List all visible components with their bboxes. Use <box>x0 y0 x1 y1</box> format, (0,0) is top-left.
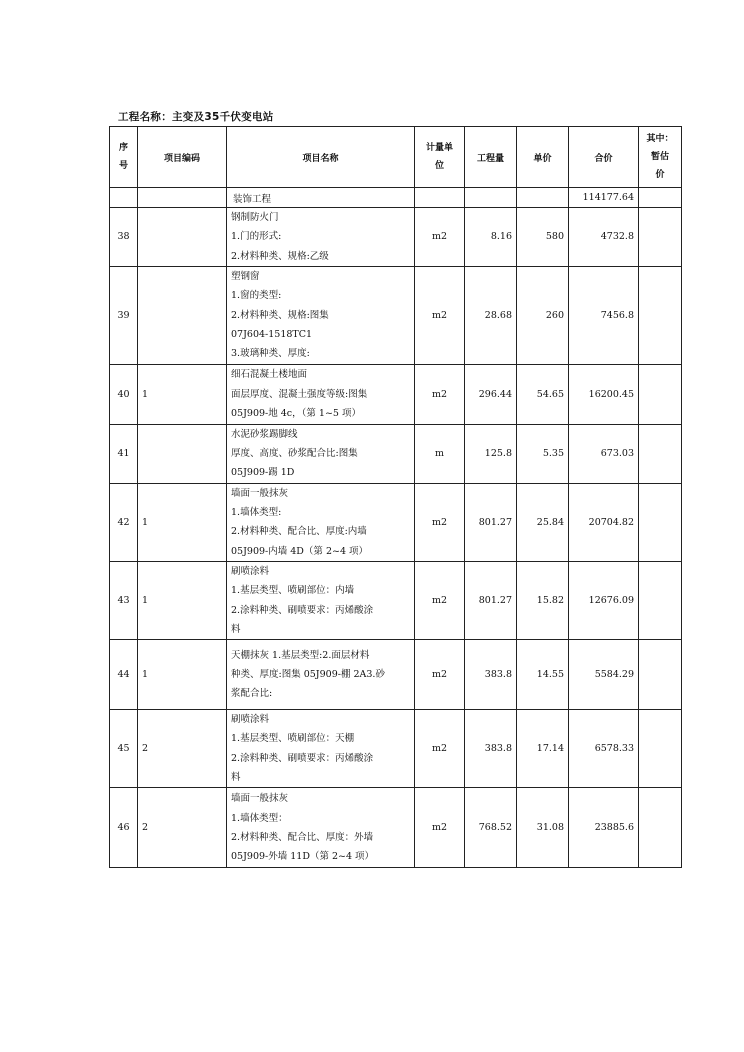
item-name-line: 05J909-地 4c，（第 1~5 项） <box>231 408 361 420</box>
table-row <box>110 710 682 788</box>
item-name-cell <box>227 561 415 639</box>
header-provisional-estimate: 其中： 暂估 价 <box>639 127 682 188</box>
group-unit-cell <box>415 188 465 208</box>
seq-cell: 43 <box>110 561 138 639</box>
unit-cell: m2 <box>415 266 465 364</box>
quantity-cell: 8.16 <box>465 208 517 267</box>
unit-price-cell: 15.82 <box>517 561 569 639</box>
item-name-line: 墙面一般抹灰 <box>231 487 289 499</box>
group-total-cell: 114177.64 <box>569 188 639 208</box>
table-header-row <box>110 127 682 188</box>
bill-of-quantities-table <box>109 126 682 868</box>
unit-price-cell: 14.55 <box>517 640 569 710</box>
estimate-cell <box>639 208 682 267</box>
project-title: 工程名称：主变及35千伏变电站 <box>118 111 274 123</box>
item-name-line: 05J909-内墙 4D（第 2~4 项） <box>231 545 369 557</box>
total-price-cell: 16200.45 <box>569 364 639 424</box>
quantity-cell: 801.27 <box>465 483 517 561</box>
unit-cell: m2 <box>415 788 465 868</box>
unit-cell: m2 <box>415 483 465 561</box>
group-seq-cell <box>110 188 138 208</box>
unit-cell: m2 <box>415 208 465 267</box>
code-cell <box>138 266 227 364</box>
estimate-cell <box>639 561 682 639</box>
item-name-line: 1.基层类型、喷刷部位：内墙 <box>231 585 355 597</box>
seq-cell: 46 <box>110 788 138 868</box>
group-code-cell <box>138 188 227 208</box>
group-price-cell <box>517 188 569 208</box>
estimate-cell <box>639 266 682 364</box>
seq-cell: 41 <box>110 424 138 483</box>
total-price-cell: 12676.09 <box>569 561 639 639</box>
total-price-cell: 6578.33 <box>569 710 639 788</box>
header-total-price: 合价 <box>569 127 639 188</box>
item-name-cell <box>227 424 415 483</box>
item-name-line: 07J604-1518TC1 <box>231 329 313 341</box>
unit-cell: m2 <box>415 364 465 424</box>
item-name-line: 1.门的形式: <box>231 231 282 243</box>
code-cell: 1 <box>138 640 227 710</box>
item-name-line: 水泥砂浆踢脚线 <box>231 428 298 440</box>
header-name: 项目名称 <box>227 127 415 188</box>
item-name-line: 细石混凝土楼地面 <box>231 369 308 381</box>
item-name-cell <box>227 710 415 788</box>
header-unit-price: 单价 <box>517 127 569 188</box>
code-cell: 1 <box>138 483 227 561</box>
quantity-cell: 296.44 <box>465 364 517 424</box>
item-name-line: 刷喷涂料 <box>231 714 270 726</box>
table-row <box>110 364 682 424</box>
unit-price-cell: 31.08 <box>517 788 569 868</box>
unit-cell: m2 <box>415 561 465 639</box>
table-row <box>110 208 682 267</box>
quantity-cell: 28.68 <box>465 266 517 364</box>
item-name-cell <box>227 788 415 868</box>
seq-cell: 45 <box>110 710 138 788</box>
header-seq: 序 号 <box>110 127 138 188</box>
unit-price-cell: 260 <box>517 266 569 364</box>
unit-cell: m2 <box>415 640 465 710</box>
item-name-line: 1.窗的类型: <box>231 290 282 302</box>
item-name-line: 料 <box>231 772 241 784</box>
table-row <box>110 266 682 364</box>
quantity-cell: 125.8 <box>465 424 517 483</box>
code-cell: 2 <box>138 710 227 788</box>
unit-price-cell: 17.14 <box>517 710 569 788</box>
item-name-line: 2.涂料种类、刷喷要求：丙烯酸涂 <box>231 752 374 764</box>
unit-cell: m2 <box>415 710 465 788</box>
total-price-cell: 5584.29 <box>569 640 639 710</box>
estimate-cell <box>639 788 682 868</box>
item-name-line: 2.涂料种类、刷喷要求：丙烯酸涂 <box>231 604 374 616</box>
item-name-line: 1.墙体类型: <box>231 507 282 519</box>
code-cell <box>138 208 227 267</box>
estimate-cell <box>639 640 682 710</box>
group-name-cell: 装饰工程 <box>227 188 415 208</box>
item-name-line: 面层厚度、混凝土强度等级:图集 <box>231 388 368 400</box>
unit-cell: m <box>415 424 465 483</box>
item-name-line: 刷喷涂料 <box>231 565 270 577</box>
code-cell <box>138 424 227 483</box>
quantity-cell: 768.52 <box>465 788 517 868</box>
table-row <box>110 561 682 639</box>
item-name-cell <box>227 364 415 424</box>
estimate-cell <box>639 710 682 788</box>
item-name-line: 05J909-踢 1D <box>231 467 295 479</box>
item-name-cell <box>227 208 415 267</box>
group-qty-cell <box>465 188 517 208</box>
estimate-cell <box>639 424 682 483</box>
total-price-cell: 23885.6 <box>569 788 639 868</box>
unit-price-cell: 5.35 <box>517 424 569 483</box>
item-name-line: 2.材料种类、配合比、厚度:内墙 <box>231 526 367 538</box>
total-price-cell: 7456.8 <box>569 266 639 364</box>
code-cell: 1 <box>138 561 227 639</box>
item-name-line: 1.墙体类型： <box>231 812 288 824</box>
item-name-cell <box>227 640 415 710</box>
seq-cell: 44 <box>110 640 138 710</box>
header-unit: 计量单 位 <box>415 127 465 188</box>
item-name-line: 种类、厚度:图集 05J909-棚 2A3.砂 <box>231 669 385 680</box>
quantity-cell: 801.27 <box>465 561 517 639</box>
table-row <box>110 424 682 483</box>
group-estimate-cell <box>639 188 682 208</box>
item-name-line: 3.玻璃种类、厚度: <box>231 348 310 360</box>
table-row <box>110 483 682 561</box>
quantity-cell: 383.8 <box>465 640 517 710</box>
total-price-cell: 4732.8 <box>569 208 639 267</box>
table-row <box>110 788 682 868</box>
item-name-line: 2.材料种类、规格:图集 <box>231 309 329 321</box>
item-name-line: 塑钢窗 <box>231 271 260 283</box>
item-name-line: 2.材料种类、配合比、厚度：外墙 <box>231 831 374 843</box>
item-name-line: 05J909-外墙 11D（第 2~4 项） <box>231 851 375 863</box>
table-row <box>110 640 682 710</box>
item-name-line: 天棚抹灰 1.基层类型:2.面层材料 <box>231 649 370 661</box>
header-quantity: 工程量 <box>465 127 517 188</box>
item-name-line: 2.材料种类、规格:乙级 <box>231 250 329 262</box>
estimate-cell <box>639 364 682 424</box>
seq-cell: 39 <box>110 266 138 364</box>
unit-price-cell: 54.65 <box>517 364 569 424</box>
item-name-line: 墙面一般抹灰 <box>231 793 289 805</box>
seq-cell: 38 <box>110 208 138 267</box>
item-name-cell <box>227 266 415 364</box>
code-cell: 1 <box>138 364 227 424</box>
seq-cell: 42 <box>110 483 138 561</box>
seq-cell: 40 <box>110 364 138 424</box>
item-name-line: 1.基层类型、喷刷部位：天棚 <box>231 733 355 745</box>
unit-price-cell: 580 <box>517 208 569 267</box>
item-name-line: 料 <box>231 623 241 635</box>
estimate-cell <box>639 483 682 561</box>
item-name-cell <box>227 483 415 561</box>
item-name-line: 厚度、高度、砂浆配合比:图集 <box>231 448 358 460</box>
total-price-cell: 20704.82 <box>569 483 639 561</box>
header-code: 项目编码 <box>138 127 227 188</box>
code-cell: 2 <box>138 788 227 868</box>
quantity-cell: 383.8 <box>465 710 517 788</box>
item-name-line: 浆配合比: <box>231 688 273 700</box>
group-row <box>110 188 682 208</box>
unit-price-cell: 25.84 <box>517 483 569 561</box>
item-name-line: 钢制防火门 <box>231 212 279 223</box>
total-price-cell: 673.03 <box>569 424 639 483</box>
